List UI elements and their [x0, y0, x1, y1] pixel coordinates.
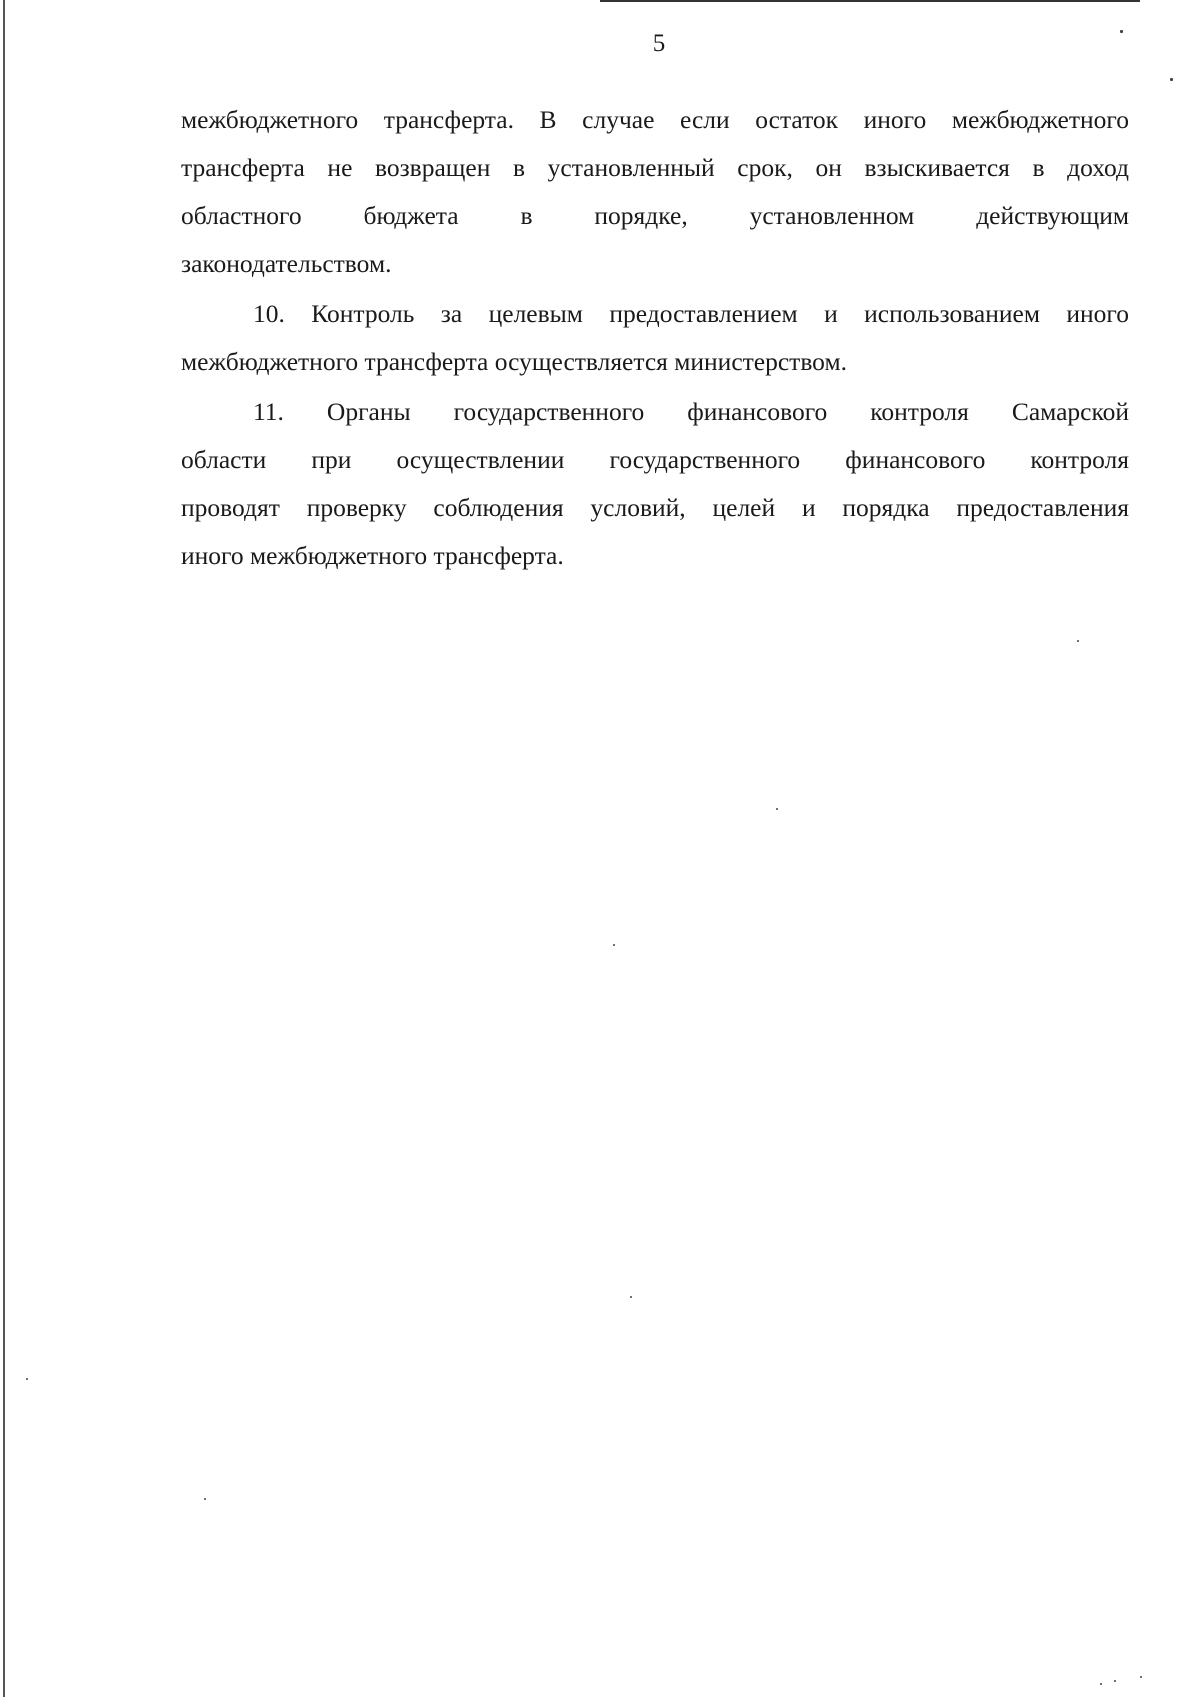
scan-speck — [613, 944, 615, 946]
scan-left-edge — [3, 0, 5, 1697]
scan-speck — [1120, 30, 1123, 33]
text-line: 10. Контроль за целевым предоставлением и использованием иного — [253, 299, 1129, 328]
text-line: проводят проверку соблюдения условий, целей и порядка предоставления — [181, 493, 1129, 522]
paragraph-10 — [181, 290, 1129, 386]
scan-speck — [1100, 1683, 1102, 1685]
scan-speck — [630, 1296, 632, 1298]
page-number: 5 — [652, 30, 666, 57]
text-line: межбюджетного трансферта осуществляется министерством. — [181, 347, 847, 376]
scan-speck — [204, 1498, 206, 1500]
scan-speck — [776, 808, 778, 810]
text-line: иного межбюджетного трансферта. — [181, 541, 564, 570]
text-line: законодательством. — [181, 249, 392, 278]
scan-speck — [1114, 1680, 1116, 1682]
scan-speck — [1077, 640, 1079, 642]
scan-speck — [26, 1378, 28, 1380]
scan-speck — [1140, 1676, 1142, 1678]
text-line: межбюджетного трансферта. В случае если остаток иного межбюджетного — [181, 105, 1129, 134]
text-line: области при осуществлении государственного финансового контроля — [181, 445, 1129, 474]
text-line: областного бюджета в порядке, установленном действующим — [181, 201, 1129, 230]
text-line: 11. Органы государственного финансового контроля Самарской — [253, 397, 1129, 426]
scan-top-line — [600, 0, 1140, 2]
scan-speck — [1170, 78, 1173, 81]
paragraph-continuation — [181, 96, 1129, 288]
text-line: трансферта не возвращен в установленный срок, он взыскивается в доход — [181, 153, 1129, 182]
paragraph-11 — [181, 388, 1129, 580]
document-body — [181, 96, 1129, 582]
